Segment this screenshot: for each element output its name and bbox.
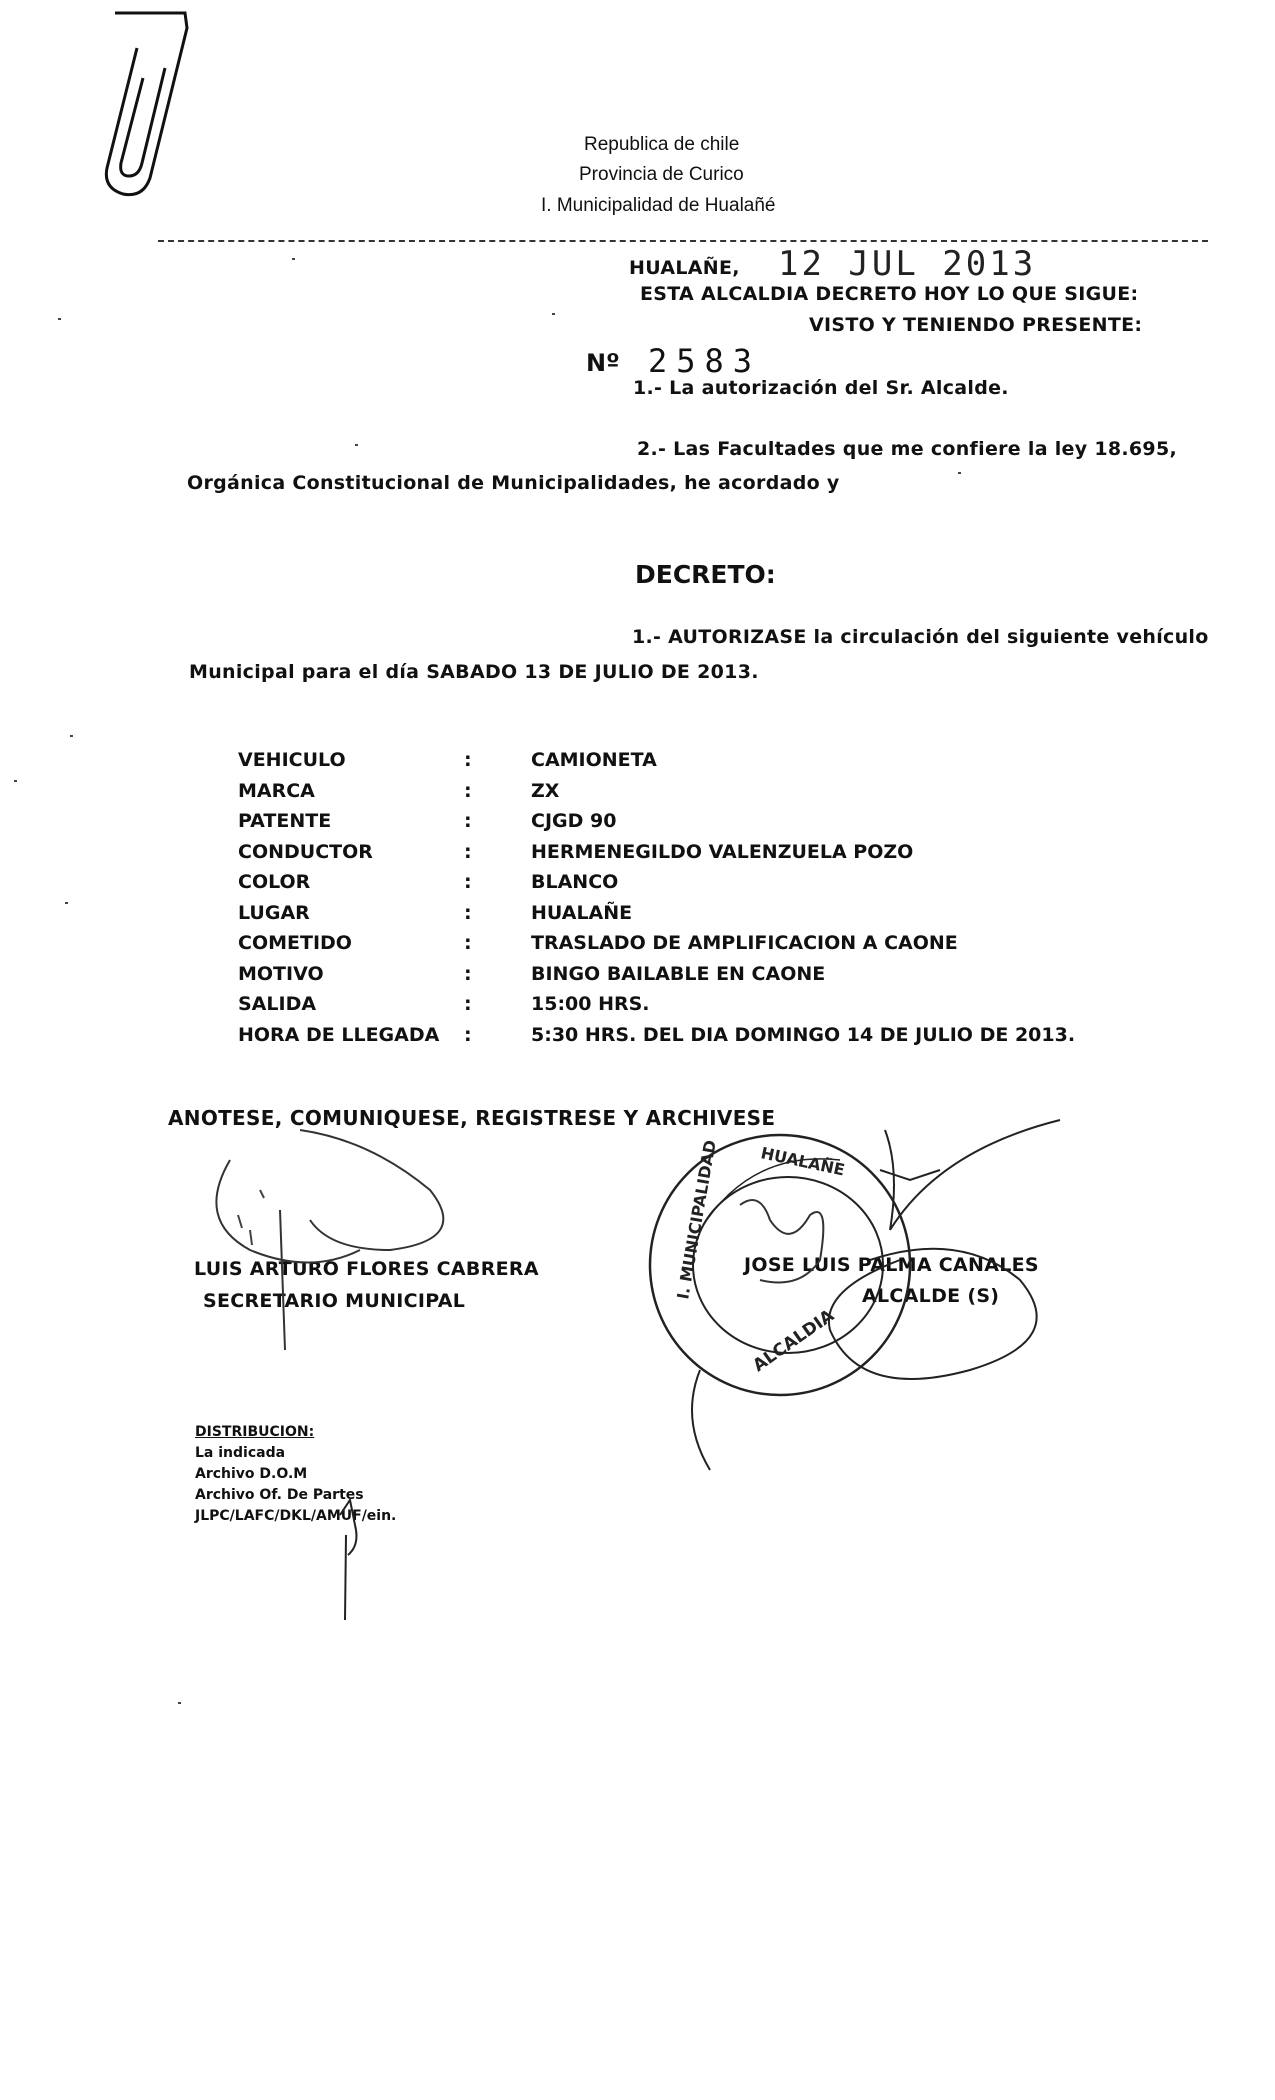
svg-text:ALCALDIA: ALCALDIA bbox=[749, 1305, 838, 1377]
field-value: BINGO BAILABLE EN CAONE bbox=[531, 962, 826, 985]
table-row bbox=[238, 928, 1075, 959]
scan-speck bbox=[355, 444, 358, 446]
field-separator: : bbox=[464, 962, 472, 985]
paper-clip-icon bbox=[95, 8, 195, 198]
field-label: COMETIDO bbox=[238, 932, 352, 955]
visto-heading: VISTO Y TENIENDO PRESENTE: bbox=[809, 314, 1143, 336]
header-municipality: I. Municipalidad de Hualañé bbox=[541, 195, 776, 216]
dateline-place: HUALAÑE, bbox=[629, 257, 740, 279]
closing-formula: ANOTESE, COMUNIQUESE, REGISTRESE Y ARCHIVESE bbox=[168, 1106, 776, 1130]
table-row bbox=[238, 745, 1075, 776]
field-separator: : bbox=[464, 1023, 472, 1046]
secretary-signature bbox=[190, 1100, 530, 1360]
field-value: CJGD 90 bbox=[531, 810, 617, 833]
field-label: MOTIVO bbox=[238, 962, 324, 985]
field-value: 5:30 HRS. DEL DIA DOMINGO 14 DE JULIO DE 2013. bbox=[531, 1023, 1076, 1046]
field-label: CONDUCTOR bbox=[238, 840, 373, 863]
scan-speck bbox=[178, 1702, 181, 1704]
table-row bbox=[238, 1020, 1075, 1051]
decree-intro: ESTA ALCALDIA DECRETO HOY LO QUE SIGUE: bbox=[640, 283, 1139, 305]
field-label: MARCA bbox=[238, 779, 315, 802]
field-label: HORA DE LLEGADA bbox=[238, 1023, 440, 1046]
distribution-title: DISTRIBUCION: bbox=[195, 1424, 315, 1440]
decree-number-prefix: Nº bbox=[586, 349, 620, 377]
date-stamp: 12 JUL 2013 bbox=[778, 244, 1037, 284]
mayor-name: JOSE LUIS PALMA CANALES bbox=[744, 1254, 1039, 1276]
field-value: CAMIONETA bbox=[531, 749, 657, 772]
considerando-2-line2: Orgánica Constitucional de Municipalidades, he acordado y bbox=[187, 472, 840, 494]
field-separator: : bbox=[464, 901, 472, 924]
table-row bbox=[238, 959, 1075, 990]
field-separator: : bbox=[464, 993, 472, 1016]
field-separator: : bbox=[464, 840, 472, 863]
scan-speck bbox=[65, 902, 68, 904]
field-separator: : bbox=[464, 871, 472, 894]
field-label: VEHICULO bbox=[238, 749, 346, 772]
table-row bbox=[238, 806, 1075, 837]
article-1-line2: Municipal para el día SABADO 13 DE JULIO DE 2013. bbox=[189, 661, 759, 683]
mayor-title: ALCALDE (S) bbox=[862, 1285, 1000, 1307]
field-value: 15:00 HRS. bbox=[531, 993, 650, 1016]
considerando-1: 1.- La autorización del Sr. Alcalde. bbox=[633, 377, 1009, 399]
field-label: LUGAR bbox=[238, 901, 310, 924]
header-province: Provincia de Curico bbox=[579, 164, 744, 185]
table-row bbox=[238, 989, 1075, 1020]
decreto-title: DECRETO: bbox=[635, 560, 776, 589]
table-row bbox=[238, 837, 1075, 868]
scan-speck bbox=[70, 735, 73, 737]
distribution-item: JLPC/LAFC/DKL/AMUF/ein. bbox=[195, 1508, 397, 1524]
distribution-item: Archivo Of. De Partes bbox=[195, 1487, 364, 1503]
field-separator: : bbox=[464, 779, 472, 802]
field-label: COLOR bbox=[238, 871, 311, 894]
article-1-line1: 1.- AUTORIZASE la circulación del siguiente vehículo bbox=[632, 626, 1209, 648]
table-row bbox=[238, 898, 1075, 929]
considerando-2-line1: 2.- Las Facultades que me confiere la ley 18.695, bbox=[637, 438, 1177, 460]
header-divider bbox=[158, 240, 1208, 242]
field-separator: : bbox=[464, 932, 472, 955]
field-separator: : bbox=[464, 749, 472, 772]
svg-text:I. MUNICIPALIDAD: I. MUNICIPALIDAD bbox=[673, 1138, 720, 1301]
initials-mark bbox=[320, 1495, 380, 1625]
field-value: BLANCO bbox=[531, 871, 619, 894]
table-row bbox=[238, 867, 1075, 898]
field-label: SALIDA bbox=[238, 993, 317, 1016]
field-label: PATENTE bbox=[238, 810, 332, 833]
distribution-item: Archivo D.O.M bbox=[195, 1466, 308, 1482]
scan-speck bbox=[292, 258, 295, 260]
field-value: HERMENEGILDO VALENZUELA POZO bbox=[531, 840, 914, 863]
header-republic: Republica de chile bbox=[584, 134, 740, 155]
field-value: ZX bbox=[531, 779, 560, 802]
svg-text:HUALAÑE: HUALAÑE bbox=[759, 1143, 847, 1180]
scan-speck bbox=[958, 472, 961, 474]
field-separator: : bbox=[464, 810, 472, 833]
secretary-name: LUIS ARTURO FLORES CABRERA bbox=[194, 1258, 539, 1280]
secretary-title: SECRETARIO MUNICIPAL bbox=[203, 1290, 466, 1312]
field-value: HUALAÑE bbox=[531, 901, 633, 924]
scan-speck bbox=[58, 318, 61, 320]
municipal-seal bbox=[640, 1110, 1090, 1480]
distribution-item: La indicada bbox=[195, 1445, 286, 1461]
decree-number: 2583 bbox=[648, 342, 762, 380]
table-row bbox=[238, 776, 1075, 807]
vehicle-details-table bbox=[238, 745, 1075, 1050]
field-value: TRASLADO DE AMPLIFICACION A CAONE bbox=[531, 932, 958, 955]
scan-speck bbox=[552, 313, 555, 315]
scan-speck bbox=[14, 780, 17, 782]
